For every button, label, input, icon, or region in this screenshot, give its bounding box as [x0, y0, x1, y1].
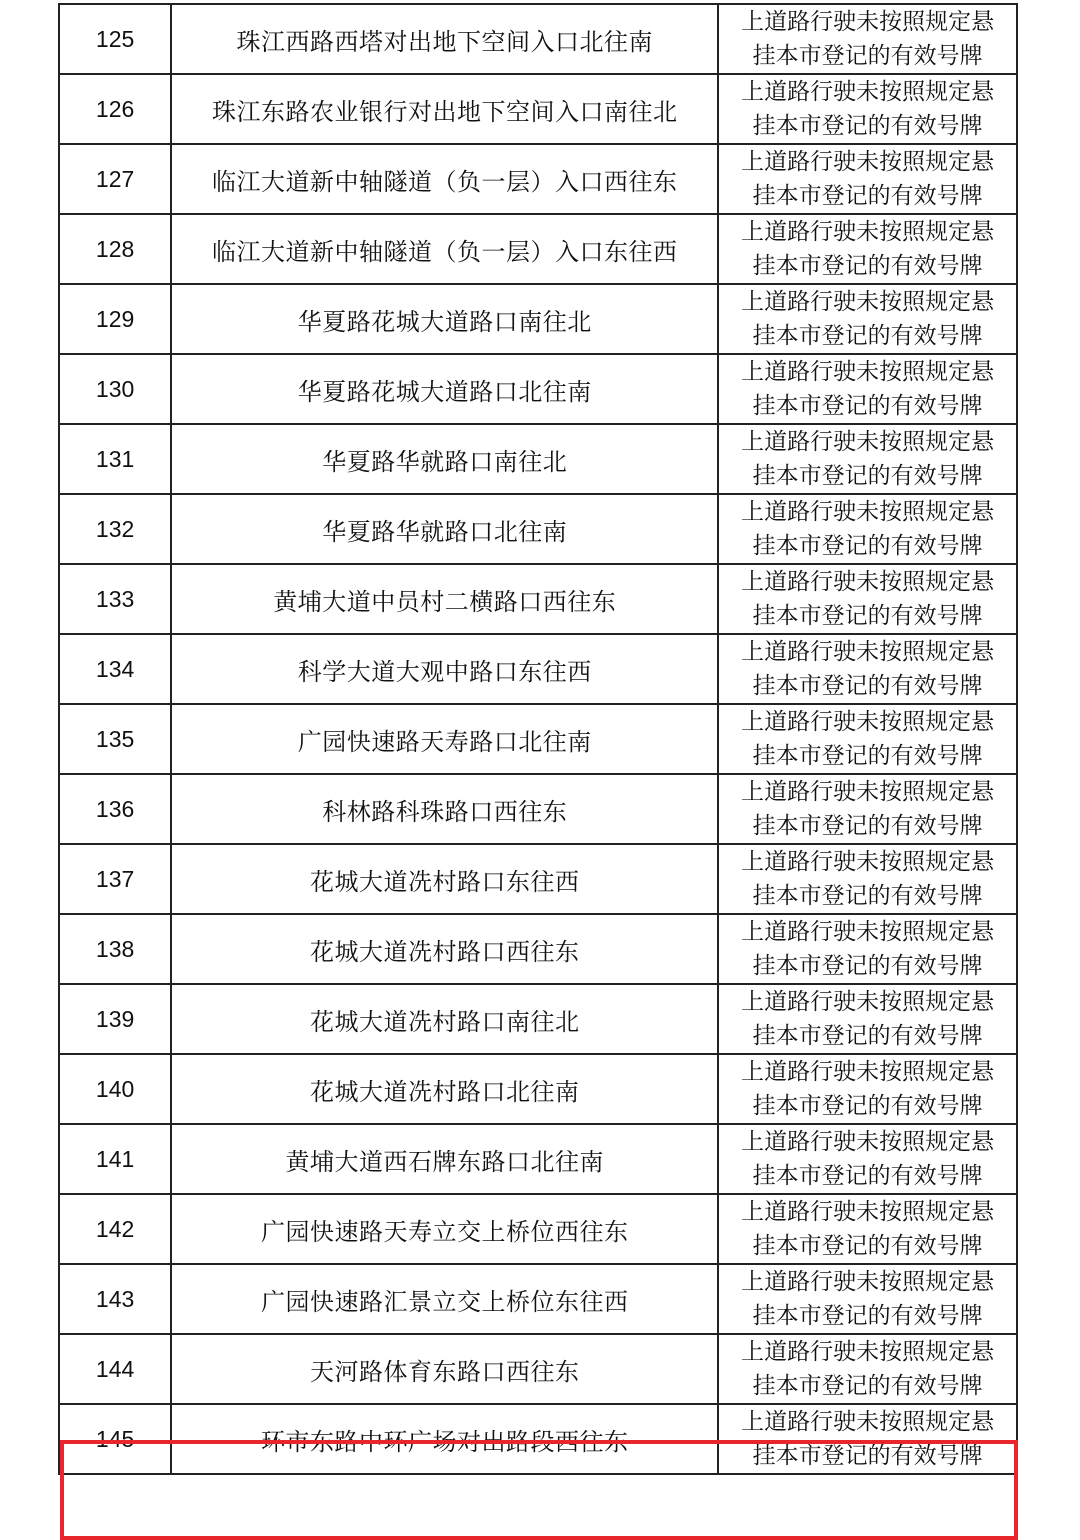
location-cell: 广园快速路汇景立交上桥位东往西 [171, 1264, 718, 1334]
row-number: 142 [59, 1194, 171, 1264]
violation-cell [718, 1404, 1017, 1474]
location-cell: 黄埔大道中员村二横路口西往东 [171, 564, 718, 634]
location-cell: 科林路科珠路口西往东 [171, 774, 718, 844]
row-number: 137 [59, 844, 171, 914]
violation-cell [718, 564, 1017, 634]
table-row [59, 564, 1017, 634]
table-row-highlighted [59, 1404, 1017, 1474]
location-cell: 华夏路华就路口北往南 [171, 494, 718, 564]
row-number: 144 [59, 1334, 171, 1404]
table-row [59, 354, 1017, 424]
violation-cell [718, 1334, 1017, 1404]
violation-line-2: 挂本市登记的有效号牌 [752, 463, 983, 489]
violation-cell [718, 1264, 1017, 1334]
table-row [59, 4, 1017, 74]
violation-line-2: 挂本市登记的有效号牌 [752, 673, 983, 699]
violation-line-1: 上道路行驶未按照规定悬 [741, 359, 995, 385]
violation-line-2: 挂本市登记的有效号牌 [752, 1233, 983, 1259]
table-row [59, 424, 1017, 494]
location-cell: 华夏路花城大道路口北往南 [171, 354, 718, 424]
violation-line-2: 挂本市登记的有效号牌 [752, 953, 983, 979]
violation-cell [718, 214, 1017, 284]
location-cell: 广园快速路天寿路口北往南 [171, 704, 718, 774]
violation-line-2: 挂本市登记的有效号牌 [752, 1163, 983, 1189]
violation-line-1: 上道路行驶未按照规定悬 [741, 499, 995, 525]
violation-line-2: 挂本市登记的有效号牌 [752, 743, 983, 769]
violation-line-1: 上道路行驶未按照规定悬 [741, 1269, 995, 1295]
violation-line-2: 挂本市登记的有效号牌 [752, 603, 983, 629]
violation-line-2: 挂本市登记的有效号牌 [752, 113, 983, 139]
row-number: 129 [59, 284, 171, 354]
violation-line-1: 上道路行驶未按照规定悬 [741, 1199, 995, 1225]
violation-line-2: 挂本市登记的有效号牌 [752, 1303, 983, 1329]
violation-line-2: 挂本市登记的有效号牌 [752, 883, 983, 909]
row-number: 134 [59, 634, 171, 704]
violation-cell [718, 74, 1017, 144]
row-number: 141 [59, 1124, 171, 1194]
location-cell: 花城大道冼村路口南往北 [171, 984, 718, 1054]
table-row [59, 74, 1017, 144]
row-number: 131 [59, 424, 171, 494]
violation-line-2: 挂本市登记的有效号牌 [752, 323, 983, 349]
violation-line-1: 上道路行驶未按照规定悬 [741, 79, 995, 105]
location-cell: 花城大道冼村路口北往南 [171, 1054, 718, 1124]
violation-line-1: 上道路行驶未按照规定悬 [741, 1059, 995, 1085]
violation-line-1: 上道路行驶未按照规定悬 [741, 1339, 995, 1365]
violation-line-1: 上道路行驶未按照规定悬 [741, 569, 995, 595]
violation-cell [718, 634, 1017, 704]
violation-cell [718, 494, 1017, 564]
table-row [59, 144, 1017, 214]
violation-line-1: 上道路行驶未按照规定悬 [741, 919, 995, 945]
table-row [59, 1194, 1017, 1264]
row-number: 135 [59, 704, 171, 774]
location-cell: 天河路体育东路口西往东 [171, 1334, 718, 1404]
violation-line-2: 挂本市登记的有效号牌 [752, 1093, 983, 1119]
row-number: 128 [59, 214, 171, 284]
violation-line-1: 上道路行驶未按照规定悬 [741, 779, 995, 805]
violation-cell [718, 1194, 1017, 1264]
location-cell: 临江大道新中轴隧道（负一层）入口东往西 [171, 214, 718, 284]
location-cell: 华夏路花城大道路口南往北 [171, 284, 718, 354]
location-cell: 临江大道新中轴隧道（负一层）入口西往东 [171, 144, 718, 214]
violation-cell [718, 844, 1017, 914]
violation-cell [718, 914, 1017, 984]
violation-line-1: 上道路行驶未按照规定悬 [741, 639, 995, 665]
table-row [59, 844, 1017, 914]
row-number: 145 [59, 1404, 171, 1474]
table-row [59, 494, 1017, 564]
table-row [59, 1124, 1017, 1194]
violation-cell [718, 1054, 1017, 1124]
violation-line-2: 挂本市登记的有效号牌 [752, 533, 983, 559]
violation-line-2: 挂本市登记的有效号牌 [752, 813, 983, 839]
row-number: 132 [59, 494, 171, 564]
violation-line-2: 挂本市登记的有效号牌 [752, 183, 983, 209]
row-number: 127 [59, 144, 171, 214]
violation-cell [718, 284, 1017, 354]
row-number: 139 [59, 984, 171, 1054]
row-number: 130 [59, 354, 171, 424]
violation-location-table [58, 3, 1018, 1475]
location-cell: 广园快速路天寿立交上桥位西往东 [171, 1194, 718, 1264]
row-number: 125 [59, 4, 171, 74]
table-row [59, 284, 1017, 354]
table-row [59, 214, 1017, 284]
location-cell: 科学大道大观中路口东往西 [171, 634, 718, 704]
row-number: 126 [59, 74, 171, 144]
violation-cell [718, 4, 1017, 74]
violation-line-2: 挂本市登记的有效号牌 [752, 1443, 983, 1469]
row-number: 133 [59, 564, 171, 634]
location-cell: 花城大道冼村路口西往东 [171, 914, 718, 984]
violation-line-2: 挂本市登记的有效号牌 [752, 43, 983, 69]
violation-line-1: 上道路行驶未按照规定悬 [741, 1129, 995, 1155]
violation-line-1: 上道路行驶未按照规定悬 [741, 989, 995, 1015]
table-row [59, 1334, 1017, 1404]
row-number: 143 [59, 1264, 171, 1334]
violation-cell [718, 144, 1017, 214]
violation-line-1: 上道路行驶未按照规定悬 [741, 9, 995, 35]
violation-line-1: 上道路行驶未按照规定悬 [741, 289, 995, 315]
table-body [59, 4, 1017, 1474]
violation-line-1: 上道路行驶未按照规定悬 [741, 149, 995, 175]
table-row [59, 704, 1017, 774]
violation-line-1: 上道路行驶未按照规定悬 [741, 219, 995, 245]
violation-cell [718, 774, 1017, 844]
row-number: 136 [59, 774, 171, 844]
violation-cell [718, 1124, 1017, 1194]
violation-line-2: 挂本市登记的有效号牌 [752, 393, 983, 419]
location-cell: 华夏路华就路口南往北 [171, 424, 718, 494]
violation-line-1: 上道路行驶未按照规定悬 [741, 709, 995, 735]
location-cell: 花城大道冼村路口东往西 [171, 844, 718, 914]
violation-line-1: 上道路行驶未按照规定悬 [741, 1409, 995, 1435]
violation-line-2: 挂本市登记的有效号牌 [752, 253, 983, 279]
table-row [59, 634, 1017, 704]
violation-cell [718, 984, 1017, 1054]
violation-line-2: 挂本市登记的有效号牌 [752, 1023, 983, 1049]
location-cell: 环市东路中环广场对出路段西往东 [171, 1404, 718, 1474]
table-row [59, 1054, 1017, 1124]
violation-cell [718, 424, 1017, 494]
row-number: 140 [59, 1054, 171, 1124]
violation-cell [718, 354, 1017, 424]
table-row [59, 914, 1017, 984]
violation-line-1: 上道路行驶未按照规定悬 [741, 429, 995, 455]
violation-line-1: 上道路行驶未按照规定悬 [741, 849, 995, 875]
location-cell: 黄埔大道西石牌东路口北往南 [171, 1124, 718, 1194]
violation-cell [718, 704, 1017, 774]
location-cell: 珠江东路农业银行对出地下空间入口南往北 [171, 74, 718, 144]
table-row [59, 984, 1017, 1054]
table-row [59, 774, 1017, 844]
table-row [59, 1264, 1017, 1334]
violation-line-2: 挂本市登记的有效号牌 [752, 1373, 983, 1399]
location-cell: 珠江西路西塔对出地下空间入口北往南 [171, 4, 718, 74]
row-number: 138 [59, 914, 171, 984]
